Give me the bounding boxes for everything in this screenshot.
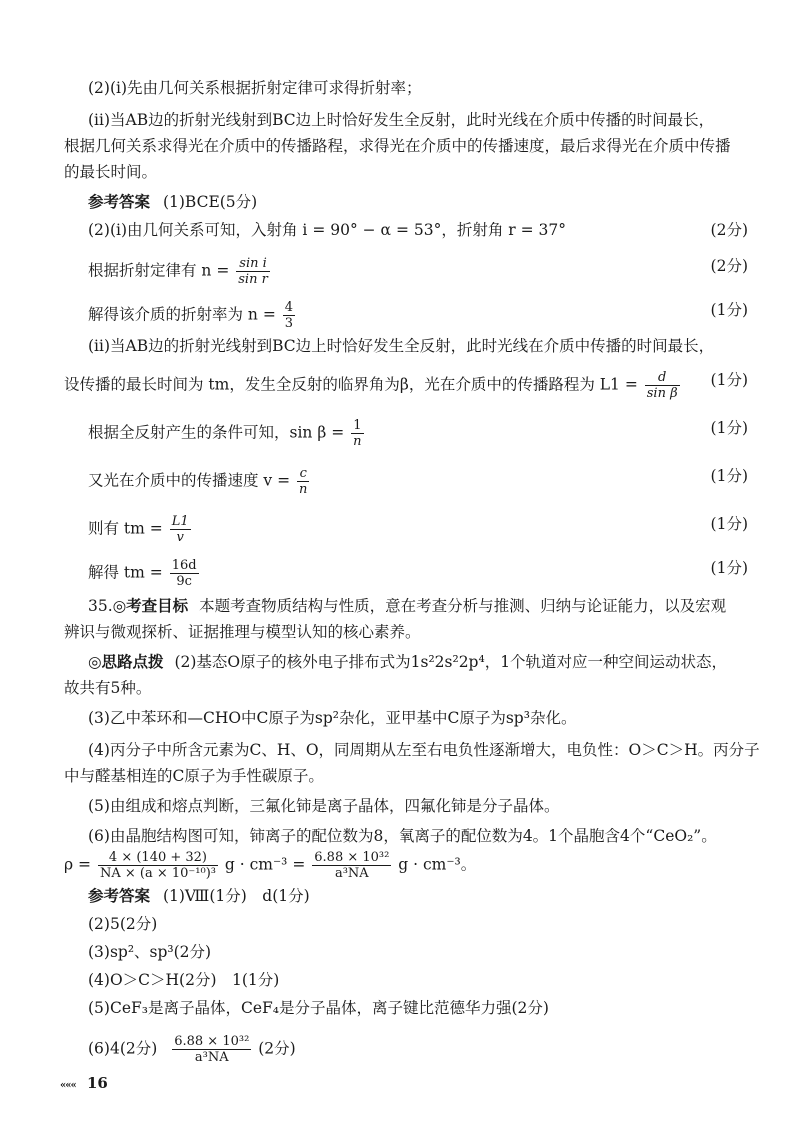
hint-line-4: (4)丙分子中所含元素为C、H、O，同周期从左至右电负性逐渐增大，电负性：O＞C＞H。丙分子 [88, 741, 760, 759]
formula-text: 则有 tm = [88, 519, 163, 538]
fraction [297, 466, 309, 497]
numerator: 6.88 × 10³² [174, 1034, 250, 1049]
formula-text: 根据全反射产生的条件可知，sin β = [88, 423, 345, 442]
denominator: NA × (a × 10⁻¹⁰)³ [99, 866, 216, 881]
refraction-law [88, 256, 272, 287]
hint-line-5: (5)由组成和熔点判断，三氟化铈是离子晶体，四氟化铈是分子晶体。 [88, 797, 560, 815]
index-result [88, 300, 297, 331]
objective-text: 本题考查物质结构与性质，意在考查分析与推测、归纳与论证能力，以及宏观 [199, 597, 727, 615]
answer-2-ii-cont [64, 370, 682, 401]
formula-text: 又光在介质中的传播速度 v = [88, 471, 291, 490]
light-speed [88, 466, 311, 497]
numerator: 4 [284, 300, 294, 315]
answer-heading [88, 192, 257, 212]
points: (2分) [710, 257, 748, 275]
unit-text: g · cm⁻³。 [398, 855, 477, 874]
numerator: L1 [171, 514, 189, 529]
answer-text: (2分) [258, 1039, 296, 1058]
denominator: n [299, 482, 308, 497]
hint-2-ii-cont2: 的最长时间。 [64, 163, 158, 181]
hint-2-ii-cont: 根据几何关系求得光在介质中的传播路程，求得光在介质中的传播速度，最后求得光在介质中传播 [64, 137, 731, 155]
question-number: 35. [88, 597, 113, 615]
hint-2-ii: (ⅱ)当AB边的折射光线射到BC边上时恰好发生全反射，此时光线在介质中传播的时间最长， [88, 111, 715, 129]
formula-text: 根据折射定律有 n = [88, 261, 230, 280]
fraction [351, 418, 363, 449]
denominator: n [353, 434, 362, 449]
unit-text: g · cm⁻³ = [224, 855, 306, 874]
numerator: 4 × (140 + 32) [98, 850, 218, 866]
answer-1: (1)BCE(5分) [162, 193, 258, 211]
hint-line-2 [88, 652, 727, 672]
points: (1分) [710, 467, 748, 485]
hint-2-i: (2)(ⅰ)先由几何关系根据折射定律可求得折射率； [88, 79, 422, 97]
answer-text: (1)Ⅷ(1分) d(1分) [162, 887, 310, 905]
answer-label: 参考答案 [88, 192, 151, 211]
footer-marks: ««« [60, 1080, 76, 1091]
formula-text: 解得 tm = [88, 563, 163, 582]
answer-2-ii: (ⅱ)当AB边的折射光线射到BC边上时恰好发生全反射，此时光线在介质中传播的时间最长， [88, 337, 715, 355]
points: (1分) [710, 559, 748, 577]
q35-answer-3: (3)sp²、sp³(2分) [88, 943, 212, 961]
objective-label: ◎考查目标 [112, 596, 189, 615]
critical-angle [88, 418, 366, 449]
numerator: c [297, 466, 309, 482]
hint-line-2-cont: 故共有5种。 [64, 679, 152, 697]
page-footer [60, 1074, 108, 1092]
points: (1分) [710, 419, 748, 437]
fraction [170, 558, 199, 589]
q35-answer-6 [88, 1034, 296, 1065]
answer-label: 参考答案 [88, 886, 151, 905]
denominator: sin r [238, 272, 268, 287]
formula-text: 设传播的最长时间为 tm，发生全反射的临界角为β，光在介质中的传播路程为 L1 = [64, 375, 638, 394]
answer-2-i: (2)(ⅰ)由几何关系可知，入射角 i = 90° − α = 53°，折射角 r = 37° [88, 221, 566, 239]
density-formula [64, 850, 476, 881]
numerator: 1 [351, 418, 363, 434]
q35-heading [88, 596, 726, 616]
time-result [88, 558, 201, 589]
points: (1分) [710, 515, 748, 533]
formula-text: 解得该介质的折射率为 n = [88, 305, 276, 324]
hint-line-6: (6)由晶胞结构图可知，铈离子的配位数为8，氧离子的配位数为4。1个晶胞含4个“CeO₂”。 [88, 827, 717, 845]
fraction [283, 300, 295, 331]
hint-label: ◎思路点拨 [88, 652, 164, 671]
fraction [645, 370, 680, 401]
fraction [236, 256, 270, 287]
objective-text-cont: 辨识与微观探析、证据推理与模型认知的核心素养。 [64, 623, 421, 641]
fraction [312, 850, 391, 881]
answer-text: (6)4(2分) [88, 1039, 158, 1058]
denominator: v [176, 530, 184, 545]
formula-text: ρ = [64, 855, 92, 874]
points: (2分) [710, 221, 748, 239]
numerator: 16d [171, 558, 197, 573]
points: (1分) [710, 371, 748, 389]
denominator: a³NA [194, 1050, 229, 1065]
numerator: 6.88 × 10³² [314, 850, 390, 865]
hint-line-3: (3)乙中苯环和—CHO中C原子为sp²杂化，亚甲基中C原子为sp³杂化。 [88, 709, 577, 727]
numerator: sin i [236, 256, 270, 272]
q35-answer-4: (4)O＞C＞H(2分) 1(1分) [88, 971, 280, 989]
hint-text: (2)基态O原子的核外电子排布式为1s²2s²2p⁴，1个轨道对应一种空间运动状态， [174, 653, 728, 671]
time-formula [88, 514, 193, 545]
denominator: 9c [176, 574, 192, 589]
q35-answer-2: (2)5(2分) [88, 915, 158, 933]
fraction [172, 1034, 251, 1065]
numerator: d [645, 370, 680, 386]
denominator: 3 [284, 316, 294, 331]
hint-line-4-cont: 中与醛基相连的C原子为手性碳原子。 [64, 767, 324, 785]
q35-answer-1 [88, 886, 310, 906]
page-number: 16 [86, 1074, 108, 1092]
denominator: a³NA [334, 866, 369, 881]
denominator: sin β [646, 386, 678, 401]
fraction [98, 850, 218, 881]
q35-answer-5: (5)CeF₃是离子晶体，CeF₄是分子晶体，离子键比范德华力强(2分) [88, 999, 549, 1017]
fraction [170, 514, 191, 545]
points: (1分) [710, 301, 748, 319]
